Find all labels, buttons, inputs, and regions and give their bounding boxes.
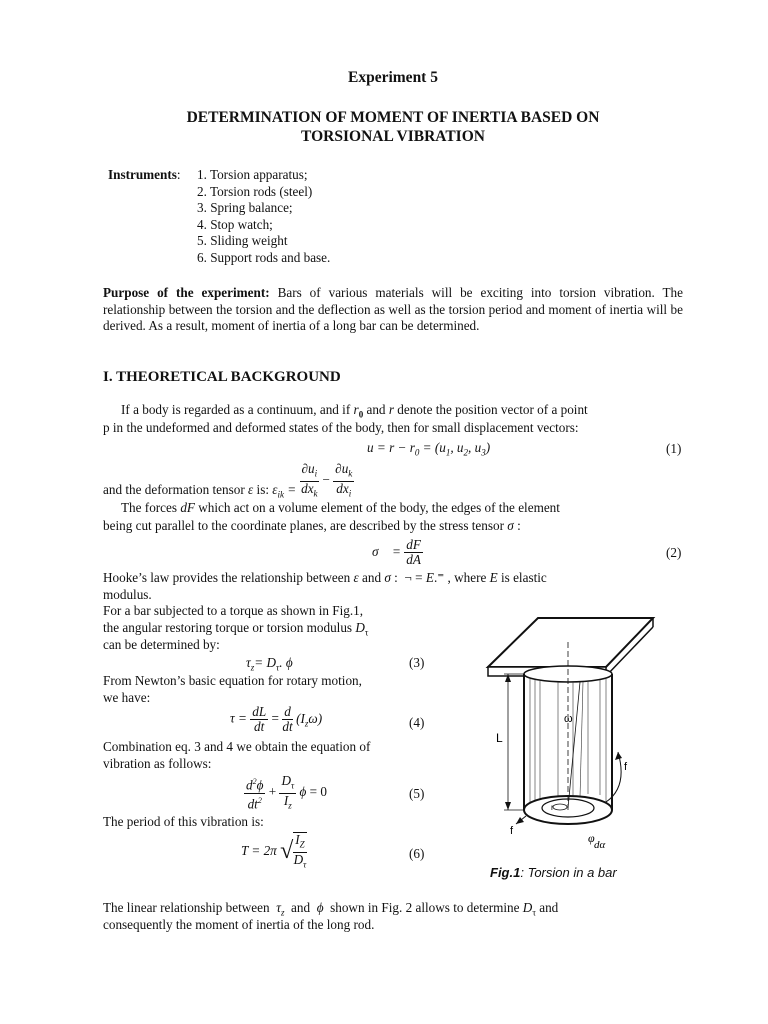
equation-6: T = 2π √ $\frac{I_Z}{D_\tau}$ (241, 832, 307, 870)
equation-3: $\tau_z= D_\tau$. ϕ (246, 655, 293, 673)
bar-line-2: the angular restoring torque or torsion modulus $D_\tau$ (103, 620, 369, 638)
period-line: The period of this vibration is: (103, 814, 264, 829)
instrument-item: 2. Torsion rods (steel) (197, 183, 313, 199)
title-line-2: TORSIONAL VIBRATION (301, 128, 485, 145)
combination-line-2: vibration as follows: (103, 756, 212, 771)
label-dalpha: dα (594, 839, 606, 850)
hooke-line: Hooke’s law provides the relationship between ε and σ : ¬ = E.⁼ , where E is elastic (103, 570, 547, 585)
equation-number: (3) (409, 655, 425, 670)
title-line-1: DETERMINATION OF MOMENT OF INERTIA BASED ON (186, 109, 600, 126)
section-heading: I. THEORETICAL BACKGROUND (103, 369, 341, 385)
purpose-label: Purpose of the experiment: (103, 285, 270, 300)
continuum-line-1: If a body is regarded as a continuum, and if $r_0$ and r denote the position vector of a point (121, 402, 588, 420)
forces-line-2: being cut parallel to the coordinate planes, are described by the stress tensor σ : (103, 518, 521, 533)
hooke-line-2: modulus. (103, 587, 152, 602)
instruments-list (197, 167, 330, 266)
forces-line-1: The forces dF which act on a volume element of the body, the edges of the element (121, 500, 560, 515)
newton-line-1: From Newton’s basic equation for rotary motion, (103, 673, 362, 688)
label-r: r (551, 803, 554, 812)
bar-line-3: can be determined by: (103, 637, 220, 652)
purpose-paragraph (103, 285, 683, 335)
figure-caption: Fig.1: Torsion in a bar (490, 865, 617, 880)
continuum-line-2: p in the undeformed and deformed states of the body, then for small displacement vectors: (103, 420, 579, 435)
instrument-item: 3. Spring balance; (197, 200, 293, 215)
torsion-figure (478, 612, 678, 850)
instrument-item: 1. Torsion apparatus; (197, 167, 308, 182)
equation-2: σ⃗ = $\frac{dF}{dA}$ (372, 537, 421, 567)
label-f-right: f (624, 761, 628, 773)
instrument-item: 6. Support rods and base. (197, 249, 331, 265)
combination-line-1: Combination eq. 3 and 4 we obtain the equation of (103, 739, 371, 754)
deformation-tensor-line: and the deformation tensor ε is: $\varepsilon_{ik}$ = $\frac{\partial u_i}{dx_k}$ − $\frac{\partial u_k}{dx_i}$ (103, 461, 353, 500)
label-f-left: f (510, 825, 514, 837)
experiment-number: Experiment 5 (348, 69, 438, 86)
instruments-label: Instruments: (108, 167, 181, 182)
equation-4: τ = $\frac{dL}{dt}$ = $\frac{d}{dt}$ $(I_z\omega)$ (230, 704, 323, 734)
linear-line-2: consequently the moment of inertia of the long rod. (103, 917, 375, 932)
newton-line-2: we have: (103, 690, 151, 705)
label-omega: ω (564, 713, 573, 725)
instrument-item: 4. Stop watch; (197, 216, 273, 232)
label-phi: φ (588, 831, 595, 845)
instrument-item: 5. Sliding weight (197, 233, 288, 248)
purpose-text: Bars of various materials will be exciting into torsion vibration. The relationship between the torsion and the deflection as well as the torsion period and moment of inertia will be derived. As a result, moment of inertia of a long bar can be determined. (103, 285, 684, 333)
equation-number: (5) (409, 786, 425, 801)
equation-number: (4) (409, 715, 425, 730)
equation-5: $\frac{d^2\phi}{dt^2}$ + $\frac{D_\tau}{I_z}$ ϕ = 0 (246, 773, 327, 812)
linear-line-1: The linear relationship between $\tau_z$ and ϕ shown in Fig. 2 allows to determine $D_\tau$ and (103, 900, 559, 918)
equation-number: (2) (666, 545, 682, 560)
label-L: L (496, 731, 503, 745)
equation-number: (1) (666, 441, 682, 456)
bar-line-1: For a bar subjected to a torque as shown in Fig.1, (103, 603, 364, 618)
equation-number: (6) (409, 846, 425, 861)
equation-1: $u = r - r_0 = (u_1$, $u_2$, $u_3$) (367, 440, 491, 458)
